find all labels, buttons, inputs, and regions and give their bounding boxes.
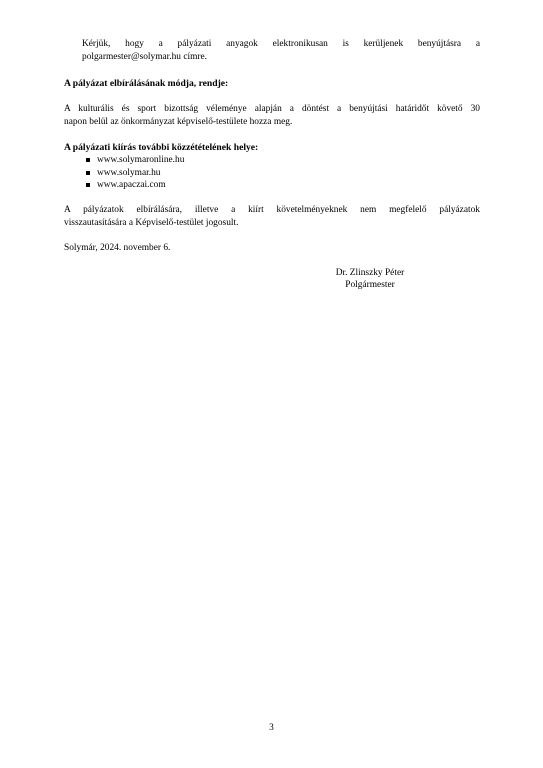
page-number: 3 bbox=[269, 723, 274, 733]
evaluation-heading: A pályázat elbírálásának módja, rendje: bbox=[64, 78, 229, 89]
list-item-text: www.solymaronline.hu bbox=[97, 155, 185, 165]
list-item bbox=[86, 179, 184, 192]
evaluation-line-2: napon belül az önkormányzat képviselő-testülete hozza meg. bbox=[64, 116, 293, 127]
square-bullet-icon bbox=[86, 158, 90, 162]
submission-line-2: polgarmester@solymar.hu címre. bbox=[82, 51, 208, 62]
publication-heading: A pályázati kiírás további közzétételének helye: bbox=[64, 142, 259, 153]
place-date: Solymár, 2024. november 6. bbox=[64, 243, 171, 253]
publication-list bbox=[86, 154, 184, 192]
rejection-line-1: A pályázatok elbírálására, illetve a kiírt követelményeknek nem megfelelő pályázatok bbox=[64, 205, 480, 215]
submission-line-1: Kérjük, hogy a pályázati anyagok elektronikusan is kerüljenek benyújtásra a bbox=[82, 39, 480, 49]
square-bullet-icon bbox=[86, 183, 90, 187]
square-bullet-icon bbox=[86, 171, 90, 175]
submission-paragraph bbox=[82, 38, 480, 63]
evaluation-line-1: A kulturális és sport bizottság véleménye alapján a döntést a benyújtási határidőt követő 30 bbox=[64, 104, 480, 114]
rejection-line-2: visszautasítására a Képviselő-testület jogosult. bbox=[64, 217, 239, 228]
list-item bbox=[86, 154, 184, 167]
list-item-text: www.apaczai.com bbox=[97, 180, 166, 191]
evaluation-paragraph bbox=[64, 103, 480, 128]
signature-name: Dr. Zlinszky Péter bbox=[335, 268, 405, 278]
rejection-paragraph bbox=[64, 204, 480, 229]
signature-title: Polgármester bbox=[345, 280, 395, 290]
list-item bbox=[86, 167, 184, 180]
list-item-text: www.solymar.hu bbox=[97, 167, 161, 178]
